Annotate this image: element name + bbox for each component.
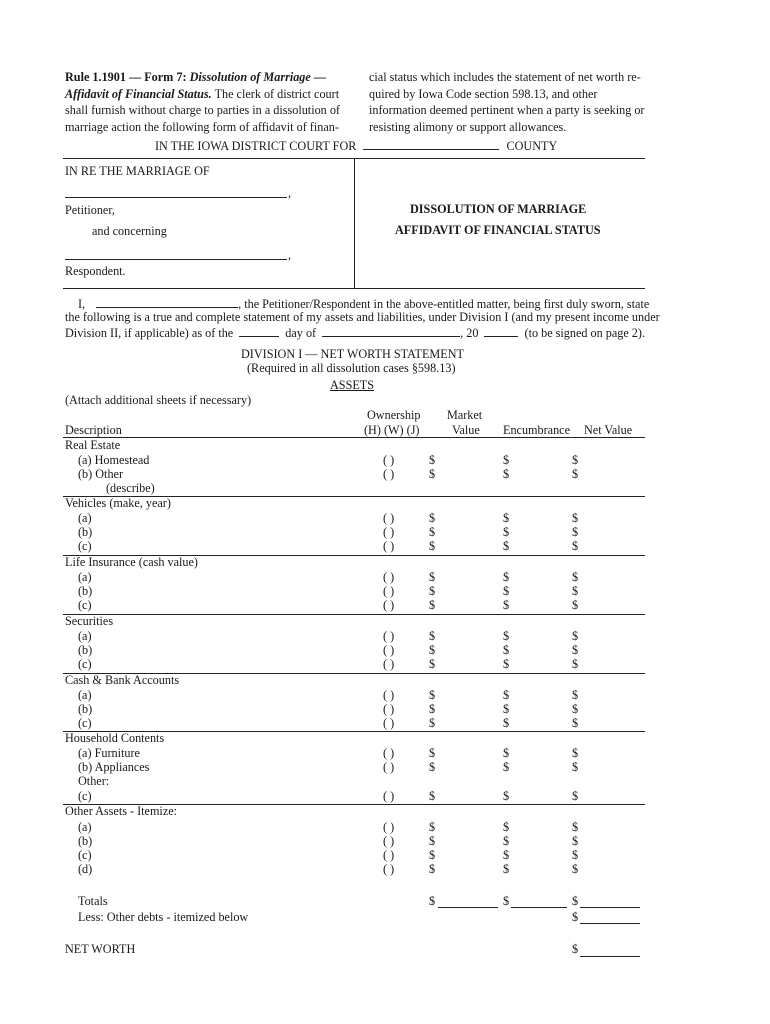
county-field[interactable] — [363, 138, 499, 150]
intro-text: marriage action the following form of affidavit of finan- — [65, 119, 339, 134]
col-encumbrance: Encumbrance — [503, 423, 570, 437]
rule-label: Rule 1.1901 — Form 7: — [65, 70, 187, 84]
petitioner-name-field[interactable] — [65, 197, 287, 198]
ownership-checkbox[interactable]: ( ) — [383, 511, 395, 525]
totals-row: Totals $ $ $ — [78, 894, 579, 908]
oath-line-1: I, , the Petitioner/Respondent in the above-entitled matter, being first duly sworn, state — [78, 297, 650, 311]
attach-note: (Attach additional sheets if necessary) — [65, 393, 252, 407]
intro-text: resisting alimony or support allowances. — [369, 119, 567, 134]
year-field[interactable] — [484, 325, 518, 337]
caption-divider — [354, 158, 355, 288]
section-other-assets: Other Assets - Itemize: — [65, 804, 178, 818]
comma: , — [288, 248, 292, 262]
ownership-checkbox[interactable]: ( ) — [383, 848, 395, 862]
asset-row: (a) ( ) $ $ $ — [78, 570, 579, 584]
asset-row: (a) ( ) $ $ $ — [78, 511, 579, 525]
col-description: Description — [65, 423, 122, 437]
asset-row: (b) ( ) $ $ $ — [78, 525, 579, 539]
net-worth-row: NET WORTH $ — [65, 942, 579, 956]
day-field[interactable] — [239, 325, 279, 337]
ownership-checkbox[interactable]: ( ) — [383, 570, 395, 584]
ownership-checkbox[interactable]: ( ) — [383, 584, 395, 598]
asset-row: (c) ( ) $ $ $ — [78, 598, 579, 612]
col-ownership-codes: (H) (W) (J) — [364, 423, 420, 437]
intro-text: The clerk of district court — [214, 86, 340, 101]
in-re-label: IN RE THE MARRIAGE OF — [65, 164, 210, 178]
section-real-estate: Real Estate — [65, 438, 121, 452]
total-net-field[interactable] — [580, 907, 640, 908]
col-ownership: Ownership — [367, 408, 421, 422]
division-title: DIVISION I — NET WORTH STATEMENT — [241, 347, 464, 361]
ownership-checkbox[interactable]: ( ) — [383, 598, 395, 612]
other-debts-field[interactable] — [580, 923, 640, 924]
asset-row: (a) Homestead ( ) $ $ $ — [78, 453, 579, 467]
intro-text: quired by Iowa Code section 598.13, and other — [369, 86, 598, 101]
asset-row: (b) ( ) $ $ $ — [78, 643, 579, 657]
caption-title-1: DISSOLUTION OF MARRIAGE — [410, 202, 587, 216]
other-label: Other: — [78, 774, 110, 788]
intro-left — [65, 69, 355, 135]
asset-row: (c) ( ) $ $ $ — [78, 848, 579, 862]
section-household: Household Contents — [65, 731, 165, 745]
division-subtitle: (Required in all dissolution cases §598.13) — [247, 361, 456, 375]
oath-line-3: Division II, if applicable) as of the day of , 20 (to be signed on page 2). — [65, 326, 646, 340]
oath-line-2: the following is a true and complete statement of my assets and liabilities, under Division I (and my present income under — [65, 310, 660, 324]
assets-heading: ASSETS — [330, 378, 375, 392]
affidavit-title: Affidavit of Financial Status. — [65, 86, 212, 101]
rule-title: Dissolution of Marriage — — [189, 70, 327, 84]
net-worth-field[interactable] — [580, 956, 640, 957]
asset-row: (b) ( ) $ $ $ — [78, 702, 579, 716]
respondent-name-field[interactable] — [65, 259, 287, 260]
asset-row: (a) ( ) $ $ $ — [78, 688, 579, 702]
caption-title-2: AFFIDAVIT OF FINANCIAL STATUS — [395, 223, 601, 237]
asset-row: (b) Appliances ( ) $ $ $ — [78, 760, 579, 774]
petitioner-label: Petitioner, — [65, 203, 115, 217]
intro-text: information deemed pertinent when a party is seeking or — [369, 103, 645, 117]
intro-right — [369, 69, 659, 135]
ownership-checkbox[interactable]: ( ) — [383, 820, 395, 834]
asset-row: (c) ( ) $ $ $ — [78, 716, 579, 730]
ownership-checkbox[interactable]: ( ) — [383, 760, 395, 774]
affiant-name-field[interactable] — [96, 296, 238, 308]
section-rule — [63, 614, 645, 615]
ownership-checkbox[interactable]: ( ) — [383, 453, 395, 467]
section-cash-bank: Cash & Bank Accounts — [65, 673, 180, 687]
section-securities: Securities — [65, 614, 114, 628]
asset-row: (c) ( ) $ $ $ — [78, 539, 579, 553]
header-rule — [63, 437, 645, 438]
and-concerning-label: and concerning — [92, 224, 167, 238]
month-field[interactable] — [322, 325, 460, 337]
ownership-checkbox[interactable]: ( ) — [383, 539, 395, 553]
col-market-value: Value — [452, 423, 480, 437]
ownership-checkbox[interactable]: ( ) — [383, 862, 395, 876]
describe-label: (describe) — [106, 481, 155, 495]
ownership-checkbox[interactable]: ( ) — [383, 525, 395, 539]
ownership-checkbox[interactable]: ( ) — [383, 467, 395, 481]
asset-row: (b) Other ( ) $ $ $ — [78, 467, 579, 481]
asset-row: (b) ( ) $ $ $ — [78, 584, 579, 598]
ownership-checkbox[interactable]: ( ) — [383, 702, 395, 716]
asset-row: (a) Furniture ( ) $ $ $ — [78, 746, 579, 760]
less-debts-row: Less: Other debts - itemized below $ — [78, 910, 579, 924]
ownership-checkbox[interactable]: ( ) — [383, 688, 395, 702]
section-vehicles: Vehicles (make, year) — [65, 496, 171, 510]
col-market: Market — [447, 408, 483, 422]
total-market-field[interactable] — [438, 907, 498, 908]
asset-row: (d) ( ) $ $ $ — [78, 862, 579, 876]
court-heading: IN THE IOWA DISTRICT COURT FOR COUNTY — [155, 139, 558, 153]
col-net-value: Net Value — [584, 423, 633, 437]
ownership-checkbox[interactable]: ( ) — [383, 643, 395, 657]
total-encumbrance-field[interactable] — [511, 907, 567, 908]
section-life-insurance: Life Insurance (cash value) — [65, 555, 198, 569]
asset-row: (a) ( ) $ $ $ — [78, 820, 579, 834]
ownership-checkbox[interactable]: ( ) — [383, 789, 395, 803]
asset-row: (c) ( ) $ $ $ — [78, 789, 579, 803]
ownership-checkbox[interactable]: ( ) — [383, 834, 395, 848]
ownership-checkbox[interactable]: ( ) — [383, 657, 395, 671]
comma: , — [288, 186, 292, 200]
respondent-label: Respondent. — [65, 264, 126, 278]
asset-row: (b) ( ) $ $ $ — [78, 834, 579, 848]
asset-row: (c) ( ) $ $ $ — [78, 657, 579, 671]
ownership-checkbox[interactable]: ( ) — [383, 716, 395, 730]
asset-row: (a) ( ) $ $ $ — [78, 629, 579, 643]
intro-text: cial status which includes the statement of net worth re- — [369, 70, 641, 84]
ownership-checkbox[interactable]: ( ) — [383, 746, 395, 760]
caption-bottom-rule — [63, 288, 645, 289]
ownership-checkbox[interactable]: ( ) — [383, 629, 395, 643]
intro-text: shall furnish without charge to parties in a dissolution of — [65, 103, 340, 117]
